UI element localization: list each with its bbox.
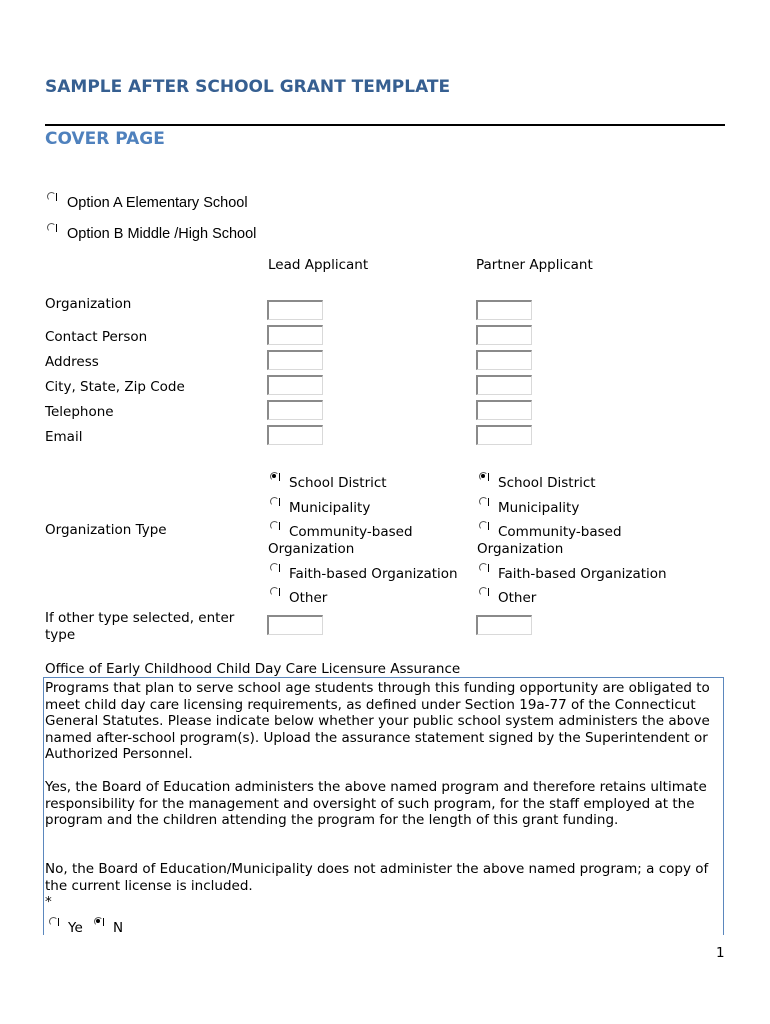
contact-person-label: Contact Person xyxy=(45,329,148,345)
page-number: 1 xyxy=(716,945,725,961)
assurance-yes-label: Ye xyxy=(68,920,83,936)
partner-organization-input[interactable] xyxy=(476,300,532,320)
partner-email-input[interactable] xyxy=(476,425,532,445)
option-a-radio[interactable] xyxy=(47,192,56,201)
lead-community-based-label: Community-based xyxy=(289,524,413,540)
partner-city-state-zip-input[interactable] xyxy=(476,375,532,395)
lead-school-district-radio[interactable] xyxy=(270,472,279,481)
lead-faith-based-label: Faith-based Organization xyxy=(289,566,458,582)
partner-telephone-input[interactable] xyxy=(476,400,532,420)
partner-other-radio[interactable] xyxy=(479,587,488,596)
organization-type-label: Organization Type xyxy=(45,522,167,538)
required-mark: * xyxy=(45,894,52,910)
lead-contact-person-input[interactable] xyxy=(267,325,323,345)
partner-contact-person-input[interactable] xyxy=(476,325,532,345)
document-title: SAMPLE AFTER SCHOOL GRANT TEMPLATE xyxy=(45,77,451,97)
partner-applicant-header: Partner Applicant xyxy=(476,257,593,273)
partner-address-input[interactable] xyxy=(476,350,532,370)
other-type-label-line2: type xyxy=(45,627,76,643)
partner-municipality-label: Municipality xyxy=(498,500,580,516)
lead-telephone-input[interactable] xyxy=(267,400,323,420)
option-b-radio[interactable] xyxy=(47,223,56,232)
other-type-label-line1: If other type selected, enter xyxy=(45,610,235,626)
assurance-paragraph-3: No, the Board of Education/Municipality does not administer the above named program; a copy of the current license is included. xyxy=(45,861,709,894)
partner-community-based-label: Community-based xyxy=(498,524,622,540)
partner-community-based-radio[interactable] xyxy=(479,521,488,530)
telephone-label: Telephone xyxy=(45,404,114,420)
lead-municipality-radio[interactable] xyxy=(270,497,279,506)
assurance-paragraph-2: Yes, the Board of Education administers the above named program and therefore retains ultimate responsibility for the management and oversight of such program, for the staff employed at the program and the children attending the program for the length of this grant funding. xyxy=(45,779,707,828)
lead-email-input[interactable] xyxy=(267,425,323,445)
partner-faith-based-label: Faith-based Organization xyxy=(498,566,667,582)
lead-city-state-zip-input[interactable] xyxy=(267,375,323,395)
partner-other-label: Other xyxy=(498,590,537,606)
lead-school-district-label: School District xyxy=(289,475,387,491)
assurance-title: Office of Early Childhood Child Day Care Licensure Assurance xyxy=(45,661,461,677)
partner-municipality-radio[interactable] xyxy=(479,497,488,506)
lead-applicant-header: Lead Applicant xyxy=(268,257,369,273)
organization-label: Organization xyxy=(45,296,132,312)
option-a-label: Option A Elementary School xyxy=(67,195,248,211)
lead-other-label: Other xyxy=(289,590,328,606)
lead-faith-based-radio[interactable] xyxy=(270,563,279,572)
option-b-label: Option B Middle /High School xyxy=(67,226,257,242)
address-label: Address xyxy=(45,354,99,370)
lead-other-radio[interactable] xyxy=(270,587,279,596)
lead-municipality-label: Municipality xyxy=(289,500,371,516)
partner-school-district-radio[interactable] xyxy=(479,472,488,481)
partner-other-type-input[interactable] xyxy=(476,615,532,635)
lead-address-input[interactable] xyxy=(267,350,323,370)
section-title: COVER PAGE xyxy=(45,129,165,149)
assurance-paragraph-1: Programs that plan to serve school age students through this funding opportunity are obligated to meet child day care licensing requirements, as defined under Section 19a-77 of the Connecticut General Statutes. Please indicate below whether your public school system administers the above named after-school program(s). Upload the assurance statement signed by the Superintendent or Authorized Personnel. xyxy=(45,680,710,762)
partner-faith-based-radio[interactable] xyxy=(479,563,488,572)
lead-organization-input[interactable] xyxy=(267,300,323,320)
lead-community-based-radio[interactable] xyxy=(270,521,279,530)
email-label: Email xyxy=(45,429,83,445)
lead-other-type-input[interactable] xyxy=(267,615,323,635)
partner-school-district-label: School District xyxy=(498,475,596,491)
city-state-zip-label: City, State, Zip Code xyxy=(45,379,185,395)
lead-community-based-label-2: Organization xyxy=(268,541,355,557)
assurance-yes-radio[interactable] xyxy=(49,917,58,926)
title-divider xyxy=(45,124,725,126)
assurance-no-radio[interactable] xyxy=(94,917,103,926)
partner-community-based-label-2: Organization xyxy=(477,541,564,557)
assurance-no-label: N xyxy=(113,920,124,936)
